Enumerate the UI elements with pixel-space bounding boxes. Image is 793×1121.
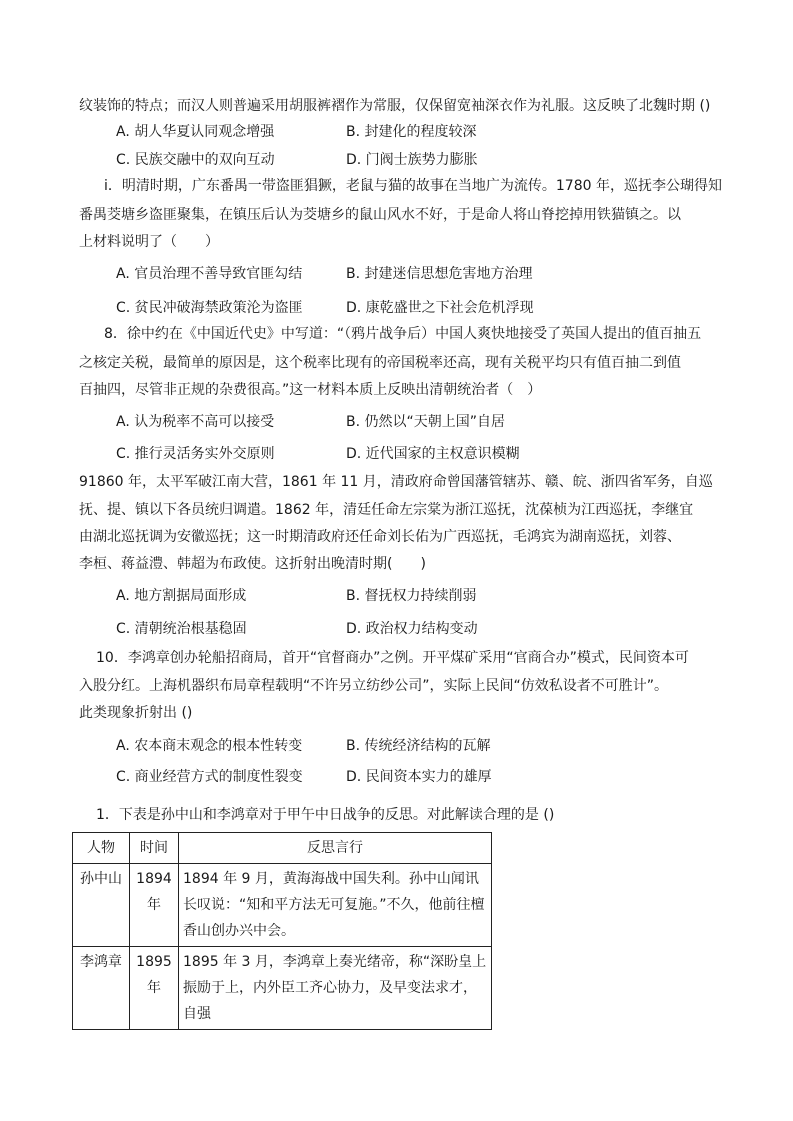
row-person: 李鸿章 — [73, 947, 130, 1030]
q8-option-a: A. 认为税率不高可以接受 — [116, 414, 275, 430]
row-person: 孙中山 — [73, 864, 130, 947]
table-header-row — [73, 833, 492, 864]
table-row — [73, 947, 492, 1030]
q11-stem: 1．下表是孙中山和李鸿章对于甲午中日战争的反思。对此解读合理的是 () — [96, 807, 555, 823]
q8-stem-line-1: 8．徐中约在《中国近代史》中写道：“（鸦片战争后）中国人爽快地接受了英国人提出的值百抽五 — [104, 326, 702, 342]
q7-stem-line-1: i．明清时期，广东番禺一带盗匪猖獗，老鼠与猫的故事在当地广为流传。1780 年，巡抚李公瑚得知 — [104, 178, 722, 194]
row-reflection: 1895 年 3 月，李鸿章上奏光绪帝，称“深盼皇上振励于上，内外臣工齐心协力，及早变法求才，自强 — [179, 947, 492, 1030]
row-time: 1894 年 — [130, 864, 179, 947]
q7-option-a: A. 官员治理不善导致官匪勾结 — [116, 266, 303, 282]
q9-option-d: D. 政治权力结构变动 — [346, 621, 478, 637]
q6-option-a: A. 胡人华夏认同观念增强 — [116, 124, 275, 140]
q9-option-a: A. 地方割据局面形成 — [116, 588, 247, 604]
q10-option-b: B. 传统经济结构的瓦解 — [346, 738, 491, 754]
q7-option-b: B. 封建迷信思想危害地方治理 — [346, 266, 533, 282]
q9-stem-line-1: 91860 年，太平军破江南大营，1861 年 11 月，清政府命曾国藩管辖苏、赣、皖、浙四省军务，自巡 — [79, 474, 713, 490]
q8-option-d: D. 近代国家的主权意识模糊 — [346, 446, 520, 462]
q7-option-d: D. 康乾盛世之下社会危机浮现 — [346, 300, 534, 316]
header-reflection: 反思言行 — [179, 833, 492, 864]
row-reflection: 1894 年 9 月，黄海海战中国失利。孙中山闻讯长叹说：“知和平方法无可复施。”不久，他前往檀香山创办兴中会。 — [179, 864, 492, 947]
q7-stem-line-2: 番禺茭塘乡盗匪聚集，在镇压后认为茭塘乡的鼠山风水不好，于是命人将山脊挖掉用铁猫镇之。以 — [79, 207, 681, 223]
q8-option-b: B. 仍然以“天朝上国”自居 — [346, 414, 506, 430]
q9-stem-line-3: 由湖北巡抚调为安徽巡抚；这一时期清政府还任命刘长佑为广西巡抚，毛鸿宾为湖南巡抚，刘蓉、 — [79, 529, 681, 545]
q6-option-b: B. 封建化的程度较深 — [346, 124, 477, 140]
q9-stem-line-4: 李桓、蒋益澧、韩超为布政使。这折射出晚清时期( ) — [79, 556, 426, 572]
q8-option-c: C. 推行灵活务实外交原则 — [116, 446, 275, 462]
q8-stem-line-3: 百抽四，尽管非正规的杂费很高。”这一材料本质上反映出清朝统治者（ ） — [79, 382, 542, 398]
q8-stem-line-2: 之核定关税，最简单的原因是，这个税率比现有的帝国税率还高，现有关税平均只有值百抽二到值 — [79, 355, 681, 371]
q10-option-a: A. 农本商末观念的根本性转变 — [116, 738, 303, 754]
q6-stem: 纹装饰的特点；而汉人则普遍采用胡服裤褶作为常服，仅保留宽袖深衣作为礼服。这反映了北魏时期 () — [79, 98, 711, 114]
row-time: 1895 年 — [130, 947, 179, 1030]
table-row — [73, 864, 492, 947]
header-time: 时间 — [130, 833, 179, 864]
q9-option-c: C. 清朝统治根基稳固 — [116, 621, 247, 637]
q7-option-c: C. 贫民冲破海禁政策沦为盗匪 — [116, 300, 303, 316]
header-person: 人物 — [73, 833, 130, 864]
reflection-table — [72, 832, 492, 1030]
q10-stem-line-2: 入股分红。上海机器织布局章程载明“不许另立纺纱公司”，实际上民间“仿效私设者不可胜计”。 — [79, 678, 669, 694]
q10-stem-line-1: 10．李鸿章创办轮船招商局，首开“官督商办”之例。开平煤矿采用“官商合办”模式，民间资本可 — [96, 650, 689, 666]
q9-stem-line-2: 抚、提、镇以下各员统归调遣。1862 年，清廷任命左宗棠为浙江巡抚，沈葆桢为江西巡抚，李继宜 — [79, 502, 694, 518]
q10-option-d: D. 民间资本实力的雄厚 — [346, 769, 492, 785]
q6-option-c: C. 民族交融中的双向互动 — [116, 152, 275, 168]
q9-option-b: B. 督抚权力持续削弱 — [346, 588, 477, 604]
q7-stem-line-3: 上材料说明了（ ） — [79, 234, 219, 250]
q10-option-c: C. 商业经营方式的制度性裂变 — [116, 769, 303, 785]
q6-option-d: D. 门阀士族势力膨胀 — [346, 152, 478, 168]
q10-stem-line-3: 此类现象折射出 () — [79, 705, 193, 721]
